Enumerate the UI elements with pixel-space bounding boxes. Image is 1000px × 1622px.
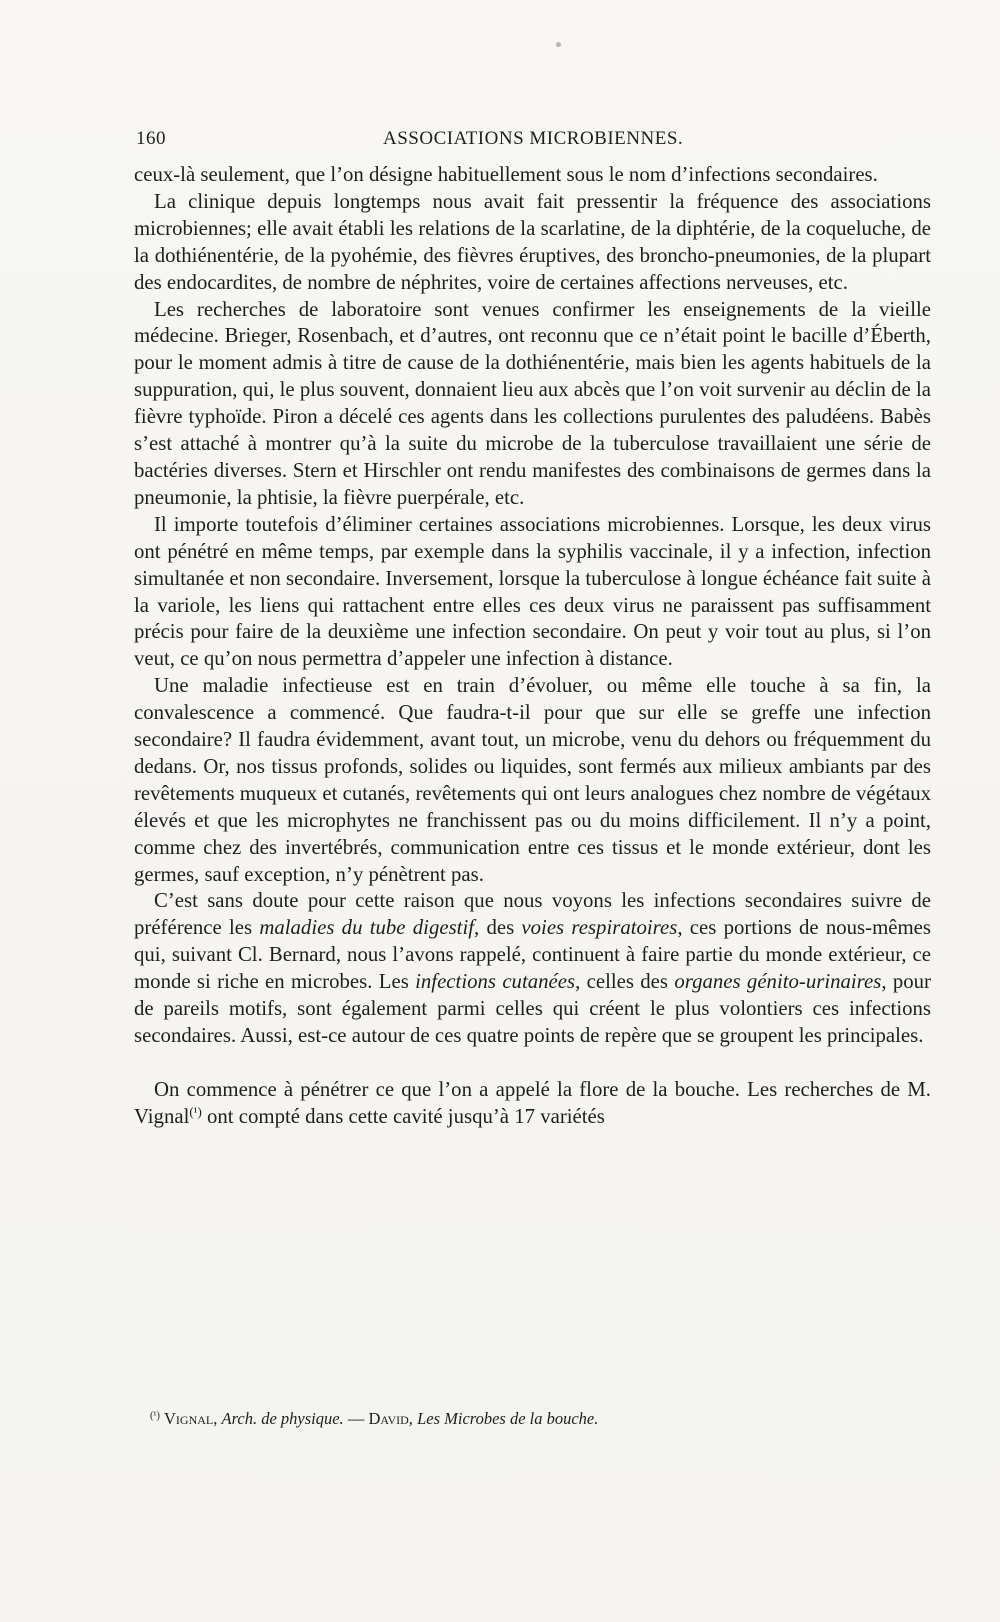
footnote-work-2: Les Microbes de la bouche. <box>417 1409 599 1428</box>
paragraph-7-text-2: ont compté dans cette cavité jusqu’à 17 variétés <box>201 1104 605 1128</box>
paragraph-6-text-3: , ces portions de nous-mêmes qui, suivant Cl. Bernard, nous l’avons rappelé, continuent à faire partie du monde extérieur, ce monde si riche en microbes. Les <box>134 916 931 994</box>
paragraph-6-text-4: , celles des <box>575 970 675 994</box>
paragraph-5: Une maladie infectieuse est en train d’évoluer, ou même elle touche à sa fin, la convalescence a commencé. Que faudra-t-il pour que sur elle se greffe une infection secondaire? Il faudra évidemment, avant tout, un microbe, venu du dehors ou fréquemment du dedans. Or, nos tissus profonds, solides ou liquides, sont fermés aux milieux ambiants par des revêtements muqueux et cutanés, revêtements qui ont leurs analogues chez nombre de végétaux élevés et que les microphytes ne franchissent pas ou du moins difficilement. Il n’y a point, comme chez des invertébrés, communication entre ces tissus et le monde extérieur, dont les germes, sauf exception, n’y pénètrent pas. <box>134 674 931 886</box>
paper-speck <box>556 42 561 47</box>
paragraph-6-text-1: C’est sans doute pour cette raison que nous voyons les infections secondaires suivre de préférence les <box>134 889 931 940</box>
paragraph-6 <box>134 888 931 1049</box>
footnote-separator: — <box>343 1409 369 1428</box>
running-title: ASSOCIATIONS MICROBIENNES. <box>383 128 684 149</box>
footnote-reference: (¹) <box>189 1104 202 1119</box>
footnote-author-2: David, <box>368 1409 413 1428</box>
paragraph-6-text-5: , pour de pareils motifs, sont également parmi celles qui créent le plus volontiers ces infections secondaires. Aussi, est-ce autour de ces quatre points de repère que se groupent les principales. <box>134 970 931 1047</box>
paragraph-6-text-2: , des <box>474 916 522 940</box>
footnote-work-1: Arch. de physique. <box>221 1409 344 1428</box>
paragraph-4: Il importe toutefois d’éliminer certaines associations microbiennes. Lorsque, les deux virus ont pénétré en même temps, par exemple dans la syphilis vaccinale, il y a infection, infection simultanée et non secondaire. Inversement, lorsque la tuberculose à longue échéance fait suite à la variole, les liens qui rattachent entre elles ces deux virus ne paraissent pas suffisamment précis pour faire de la deuxième une infection secondaire. On peut y voir tout au plus, si l’on veut, ce qu’on nous permettra d’appeler une infection à distance. <box>134 512 931 671</box>
emphasis-voies-respiratoires: voies respiratoires <box>521 916 678 940</box>
emphasis-organes-genito-urinaires: organes génito-urinaires <box>674 970 882 994</box>
footnote-author-1: Vignal, <box>164 1409 218 1428</box>
paragraph-2: La clinique depuis longtemps nous avait fait pressentir la fréquence des associations microbiennes; elle avait établi les relations de la scarlatine, de la diphtérie, de la coqueluche, de la dothiénentérie, de la pyohémie, des fièvres éruptives, des broncho-pneumonies, de la plupart des endocardites, de nombre de néphrites, voire de certaines affections nerveuses, etc. <box>134 189 931 294</box>
body-text <box>134 162 931 1131</box>
page-number: 160 <box>136 128 166 149</box>
paragraph-7 <box>134 1077 931 1131</box>
footnote-marker: (¹) <box>150 1410 160 1422</box>
paragraph-3: Les recherches de laboratoire sont venues confirmer les enseignements de la vieille médecine. Brieger, Rosenbach, et d’autres, ont reconnu que ce n’était point le bacille d’Éberth, pour le moment admis à titre de cause de la dothiénentérie, mais bien les agents habituels de la suppuration, qui, le plus souvent, donnaient lieu aux abcès que l’on voit survenir au déclin de la fièvre typhoïde. Piron a décelé ces agents dans les collections purulentes des paludéens. Babès s’est attaché à montrer qu’à la suite du microbe de la tuberculose travaillaient une série de bactéries diverses. Stern et Hirschler ont rendu manifestes des combinaisons de germes dans la pneumonie, la phtisie, la fièvre puerpérale, etc. <box>134 297 931 509</box>
emphasis-infections-cutanees: infections cutanées <box>415 970 576 994</box>
emphasis-tube-digestif: maladies du tube digestif <box>259 916 474 940</box>
paragraph-1: ceux-là seulement, que l’on désigne habituellement sous le nom d’infections secondaires. <box>134 163 878 186</box>
paragraph-7-text-1: On commence à pénétrer ce que l’on a appelé la flore de la bouche. Les recherches de M. Vignal <box>134 1077 931 1128</box>
page-header <box>136 128 936 156</box>
footnote <box>150 1409 930 1429</box>
